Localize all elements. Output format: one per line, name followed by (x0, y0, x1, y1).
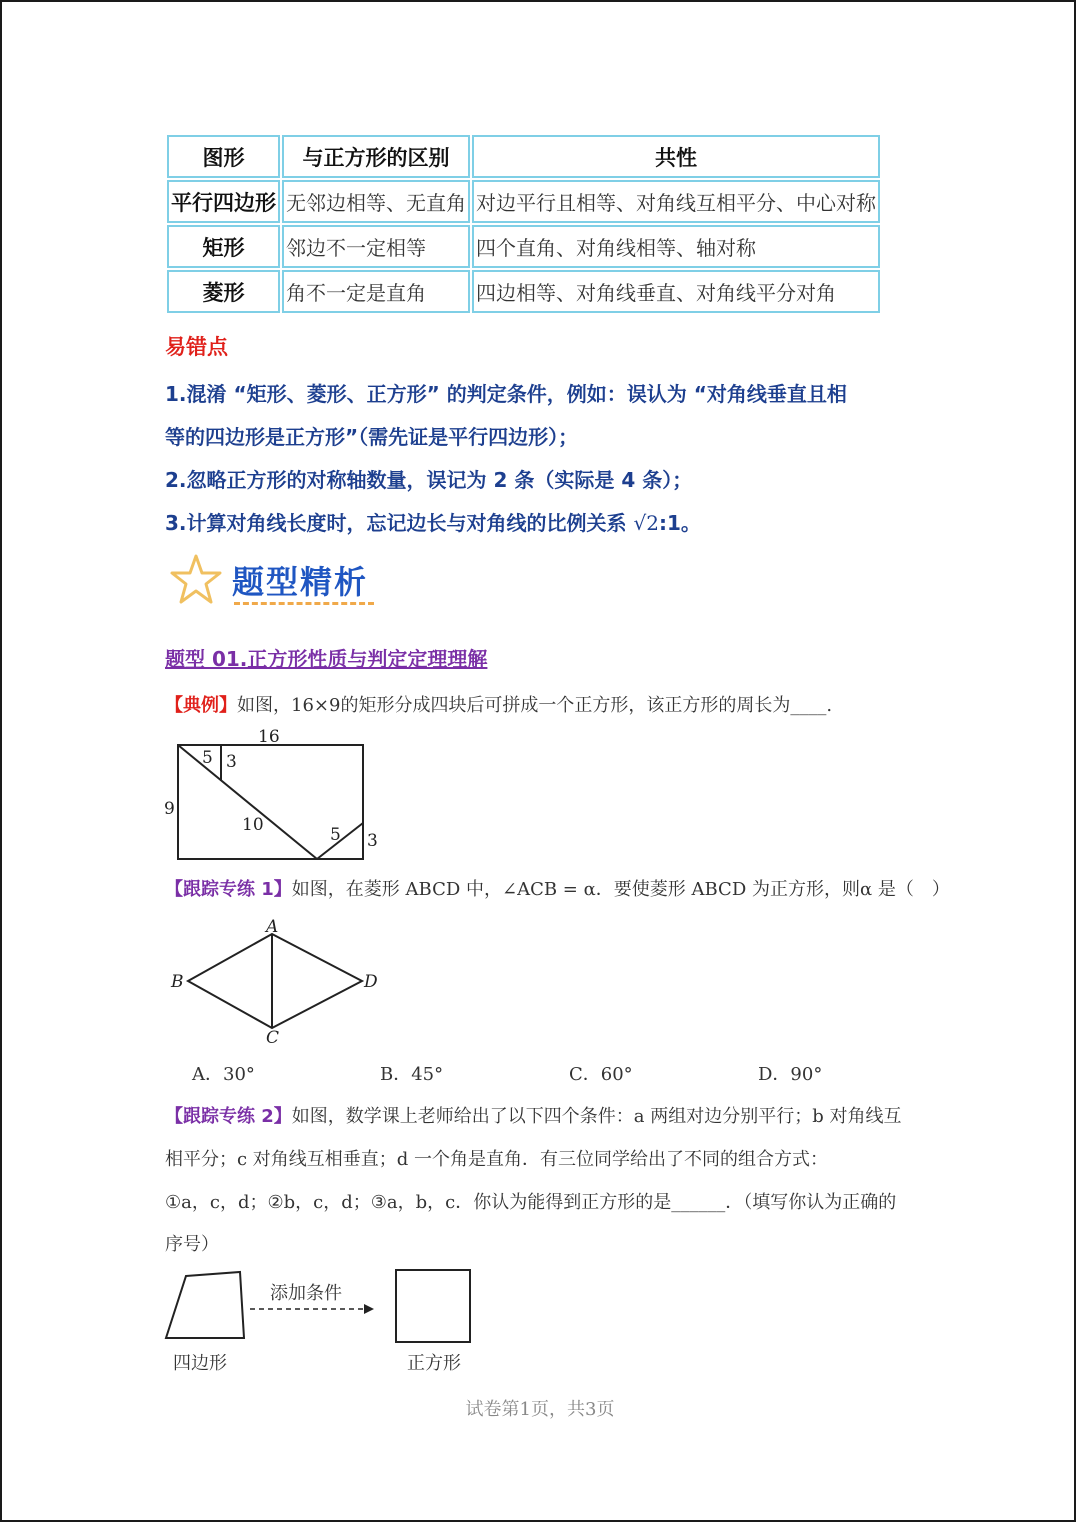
table-header: 图形 (167, 135, 280, 178)
error-line-1b: 等的四边形是正方形”（需先证是平行四边形）； (165, 425, 579, 449)
label-3a: 3 (226, 752, 237, 772)
example-text: 如图，16×9的矩形分成四块后可拼成一个正方形，该正方形的周长为____. (237, 695, 833, 716)
comparison-table (165, 133, 882, 315)
table-cell: 邻边不一定相等 (282, 225, 470, 268)
label-5b: 5 (330, 825, 341, 845)
error-points-title: 易错点 (165, 335, 228, 359)
add-condition-label: 添加条件 (270, 1283, 342, 1304)
vertex-a: A (266, 917, 279, 937)
error-line-3-text: 3.计算对角线长度时，忘记边长与对角线的比例关系 (165, 511, 634, 535)
section-title: 题型精析 (232, 563, 369, 601)
table-cell: 平行四边形 (167, 180, 280, 223)
question-type-title: 题型 01.正方形性质与判定定理理解 (165, 647, 488, 671)
table-row (167, 225, 880, 268)
practice2-line-3: ①a，c，d；②b，c，d；③a，b，c．你认为能得到正方形的是______．（填写你认为正确的 (165, 1192, 897, 1213)
practice1-question (165, 875, 950, 901)
practice2-line-2: 相平分；c 对角线互相垂直；d 一个角是直角．有三位同学给出了不同的组合方式： (165, 1149, 829, 1170)
rhombus-figure (164, 914, 394, 1049)
section-underline (234, 602, 374, 605)
practice2-line-1 (165, 1102, 902, 1128)
star-icon (168, 554, 224, 606)
option-d[interactable]: D．90° (758, 1064, 823, 1085)
table-cell: 矩形 (167, 225, 280, 268)
option-b[interactable]: B．45° (380, 1064, 444, 1085)
table-header: 共性 (472, 135, 880, 178)
label-10: 10 (242, 815, 264, 835)
practice1-tag: 【跟踪专练 1】 (165, 879, 292, 900)
table-cell: 无邻边相等、无直角 (282, 180, 470, 223)
practice1-text: 如图，在菱形 ABCD 中，∠ACB = α．要使菱形 ABCD 为正方形，则α 是（ ） (291, 879, 950, 900)
practice2-tag: 【跟踪专练 2】 (165, 1106, 292, 1127)
option-a[interactable]: A．30° (192, 1064, 255, 1085)
vertex-c: C (266, 1028, 280, 1048)
table-row (167, 180, 880, 223)
table-cell: 四个直角、对角线相等、轴对称 (472, 225, 880, 268)
error-line-1a: 1.混淆 “矩形、菱形、正方形” 的判定条件，例如：误认为 “对角线垂直且相 (165, 382, 847, 406)
practice2-line-4: 序号） (165, 1234, 219, 1255)
rectangle-dissection-figure (160, 724, 390, 864)
label-3b: 3 (367, 831, 378, 851)
square-label: 正方形 (407, 1353, 461, 1374)
table-row (167, 270, 880, 313)
error-line-3 (165, 507, 701, 536)
practice2-text-1: 如图，数学课上老师给出了以下四个条件：a 两组对边分别平行；b 对角线互 (291, 1106, 902, 1127)
page-footer: 试卷第1页，共3页 (465, 1399, 615, 1420)
vertex-b: B (171, 972, 184, 992)
sqrt-two: √2 (633, 511, 659, 535)
table-cell: 角不一定是直角 (282, 270, 470, 313)
table-cell: 菱形 (167, 270, 280, 313)
example-tag: 【典例】 (165, 695, 237, 716)
table-header-row (167, 135, 880, 178)
ratio-text: :1。 (658, 511, 701, 535)
option-c[interactable]: C．60° (569, 1064, 633, 1085)
label-16: 16 (258, 727, 280, 747)
quadrilateral-label: 四边形 (173, 1353, 227, 1374)
table-cell: 对边平行且相等、对角线互相平分、中心对称 (472, 180, 880, 223)
table-header: 与正方形的区别 (282, 135, 470, 178)
table-cell: 四边相等、对角线垂直、对角线平分对角 (472, 270, 880, 313)
example-question (165, 691, 832, 717)
label-9: 9 (164, 799, 175, 819)
vertex-d: D (364, 972, 378, 992)
error-line-2: 2.忽略正方形的对称轴数量，误记为 2 条（实际是 4 条）； (165, 468, 693, 492)
label-5a: 5 (202, 748, 213, 768)
